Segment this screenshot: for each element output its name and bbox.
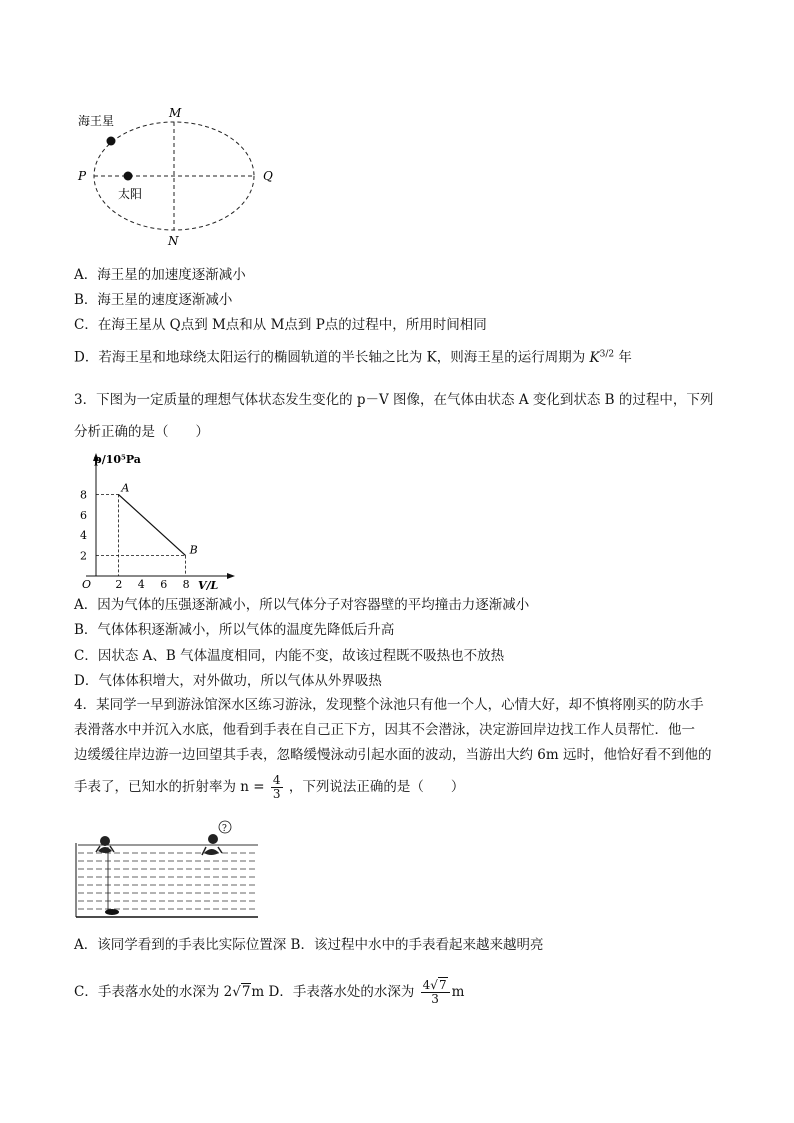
point-N: N [168, 234, 179, 248]
q4-option-c-unit: m [251, 984, 265, 1000]
x-tick-label: 2 [115, 578, 123, 590]
q4-line4-prefix: 手表了，已知水的折射率为 n = [74, 779, 265, 795]
q4-line2: 表滑落水中并沉入水底，他看到手表在自己正下方，因其不会潜泳，决定游回岸边找工作人员帮忙．他一 [74, 722, 695, 738]
q3-stem-line1: 3．下图为一定质量的理想气体状态发生变化的 p－V 图像，在气体由状态 A 变化到状态 B 的过程中，下列 [74, 392, 714, 408]
q3-option-c: C．因状态 A、B 气体温度相同，内能不变，故该过程既不吸热也不放热 [74, 648, 505, 664]
refractive-index-fraction: $\frac{4}{3}$ [272, 773, 281, 801]
water-dashes [78, 845, 258, 909]
neptune-dot [107, 137, 116, 146]
q4-line4 [74, 772, 464, 802]
q2-option-b: B．海王星的速度逐渐减小 [74, 292, 233, 308]
q4-line3: 边缓缓往岸边游一边回望其手表，忽略缓慢泳动引起水面的波动，当游出大约 6m 远时，他恰好看不到他的 [74, 747, 712, 763]
q4-options-cd [74, 972, 464, 1012]
q3-stem-line2: 分析正确的是（ ） [74, 424, 209, 440]
point-Q: Q [263, 169, 273, 183]
sun-dot [124, 172, 133, 181]
x-tick-label: 8 [182, 578, 190, 590]
neptune-label: 海王星 [78, 114, 115, 128]
q2-option-d-power: $K^{3/2}$ [589, 349, 615, 366]
pool-figure [72, 815, 262, 923]
q3-option-b: B．气体体积逐渐减小，所以气体的温度先降低后升高 [74, 622, 395, 638]
y-tick-label: 8 [80, 488, 87, 502]
q4-line4-suffix: ，下列说法正确的是（ ） [288, 779, 465, 795]
point-A-label: A [121, 481, 130, 495]
point-B-label: B [189, 543, 198, 557]
pv-graph [72, 448, 242, 590]
x-tick-label: 6 [160, 578, 168, 590]
q2-option-d-unit: 年 [618, 349, 632, 366]
origin-label: O [82, 578, 92, 590]
y-tick-label: 4 [80, 529, 87, 543]
point-P: P [78, 169, 87, 183]
y-axis-label: p/10⁵Pa [94, 453, 141, 466]
point-M: M [169, 106, 182, 120]
q2-option-d [74, 344, 632, 368]
q4-options-ab: A．该同学看到的手表比实际位置深 B．该过程中水中的手表看起来越来越明亮 [74, 937, 544, 953]
q3-option-a: A．因为气体的压强逐渐减小，所以气体分子对容器壁的平均撞击力逐渐减小 [74, 597, 530, 613]
q4-option-d-prefix: D．手表落水处的水深为 [268, 984, 415, 1000]
y-tick-label: 6 [80, 508, 87, 522]
q2-option-d-text: D．若海王星和地球绕太阳运行的椭圆轨道的半长轴之比为 K，则海王星的运行周期为 [74, 349, 586, 366]
q4-option-d-fraction: $\frac{4√7}{3}$ [421, 979, 450, 1006]
process-line-A-to-B [118, 494, 185, 555]
q4-option-c-sqrt: √7 [232, 984, 251, 1000]
sun-label: 太阳 [118, 187, 143, 201]
q3-option-d: D．气体体积增大，对外做功，所以气体从外界吸热 [74, 673, 382, 689]
q4-option-c-prefix: C．手表落水处的水深为 2 [74, 984, 233, 1000]
thought-bubble-mark: ? [222, 824, 227, 834]
q4-option-d-unit: m [451, 984, 465, 1000]
q4-line1: 4．某同学一早到游泳馆深水区练习游泳，发现整个泳池只有他一个人，心情大好，却不慎将刚买的防水手 [74, 697, 704, 713]
orbit-figure [72, 100, 292, 250]
watch-icon [105, 909, 119, 915]
x-axis-arrow [227, 573, 235, 579]
x-tick-label: 4 [137, 578, 145, 590]
q2-option-c: C．在海王星从 Q点到 M点和从 M点到 P点的过程中，所用时间相同 [74, 317, 487, 333]
q2-option-a: A．海王星的加速度逐渐减小 [74, 267, 246, 283]
y-tick-label: 2 [80, 549, 87, 563]
x-axis-label: V/L [198, 579, 219, 590]
